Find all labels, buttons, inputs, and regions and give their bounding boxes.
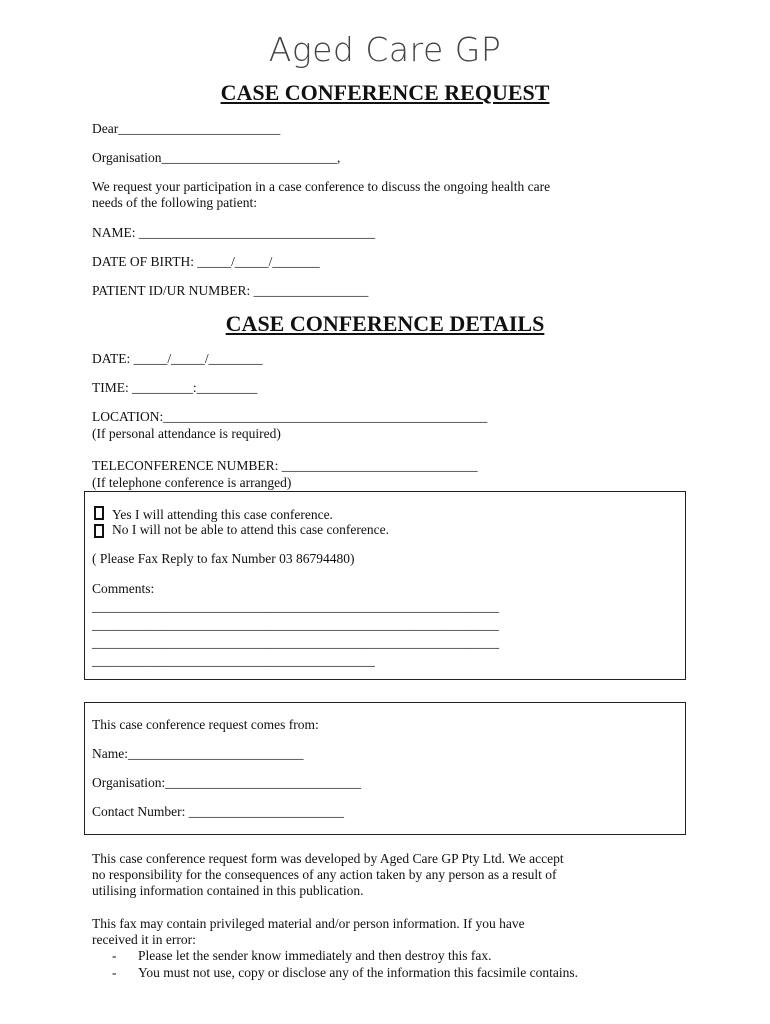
comment-line[interactable]: ___________________________________________________________ [92, 617, 500, 632]
section-title-details: CASE CONFERENCE DETAILS [225, 311, 545, 336]
no-option-label: No I will not be able to attend this case conference. [112, 522, 390, 537]
no-checkbox[interactable] [94, 524, 104, 538]
disclaimer-line-2: no responsibility for the consequences of any action taken by any person as a result of [92, 867, 557, 882]
teleconference-number-field: TELECONFERENCE NUMBER: _____________________________ [92, 458, 478, 473]
comments-label: Comments: [92, 581, 155, 596]
aged-care-gp-logo: Aged Care GP [268, 30, 502, 69]
disclaimer-line-3: utilising information contained in this publication. [92, 883, 364, 898]
comment-line[interactable]: ___________________________________________________________ [92, 635, 500, 650]
bullet-marker: - [112, 965, 117, 980]
date-of-birth-field: DATE OF BIRTH: _____/_____/_______ [92, 254, 320, 269]
organisation-field: Organisation__________________________, [92, 150, 341, 165]
yes-option-label: Yes I will attending this case conference. [112, 507, 333, 522]
page-title: CASE CONFERENCE REQUEST [220, 80, 550, 105]
patient-name-field: NAME: ___________________________________ [92, 225, 376, 240]
location-field: LOCATION:________________________________________________ [92, 409, 488, 424]
teleconference-note: (If telephone conference is arranged) [92, 475, 292, 490]
fax-instruction-bullet: Please let the sender know immediately and then destroy this fax. [138, 948, 492, 963]
yes-checkbox[interactable] [94, 506, 104, 520]
fax-notice-line-1: This fax may contain privileged material and/or person information. If you have [92, 916, 525, 931]
location-note: (If personal attendance is required) [92, 426, 281, 441]
fax-instruction-bullet: You must not use, copy or disclose any of the information this facsimile contains. [138, 965, 578, 980]
disclaimer-line-1: This case conference request form was developed by Aged Care GP Pty Ltd. We accept [92, 851, 564, 866]
conference-date-field: DATE: _____/_____/________ [92, 351, 263, 366]
patient-id-field: PATIENT ID/UR NUMBER: _________________ [92, 283, 369, 298]
conference-time-field: TIME: _________:_________ [92, 380, 258, 395]
intro-text-line-2: needs of the following patient: [92, 195, 257, 210]
sender-organisation-field: Organisation:_____________________________ [92, 775, 361, 790]
comment-line[interactable]: ___________________________________________________________ [92, 599, 500, 614]
bullet-marker: - [112, 948, 117, 963]
dear-field: Dear________________________ [92, 121, 281, 136]
sender-name-field: Name:__________________________ [92, 746, 304, 761]
request-from-intro: This case conference request comes from: [92, 717, 319, 732]
fax-notice-line-2: received it in error: [92, 932, 196, 947]
contact-number-field: Contact Number: _______________________ [92, 804, 344, 819]
intro-text-line-1: We request your participation in a case conference to discuss the ongoing health care [92, 179, 551, 194]
comment-line[interactable]: _________________________________________ [92, 653, 375, 668]
fax-reply-note: ( Please Fax Reply to fax Number 03 86794480) [92, 551, 355, 566]
